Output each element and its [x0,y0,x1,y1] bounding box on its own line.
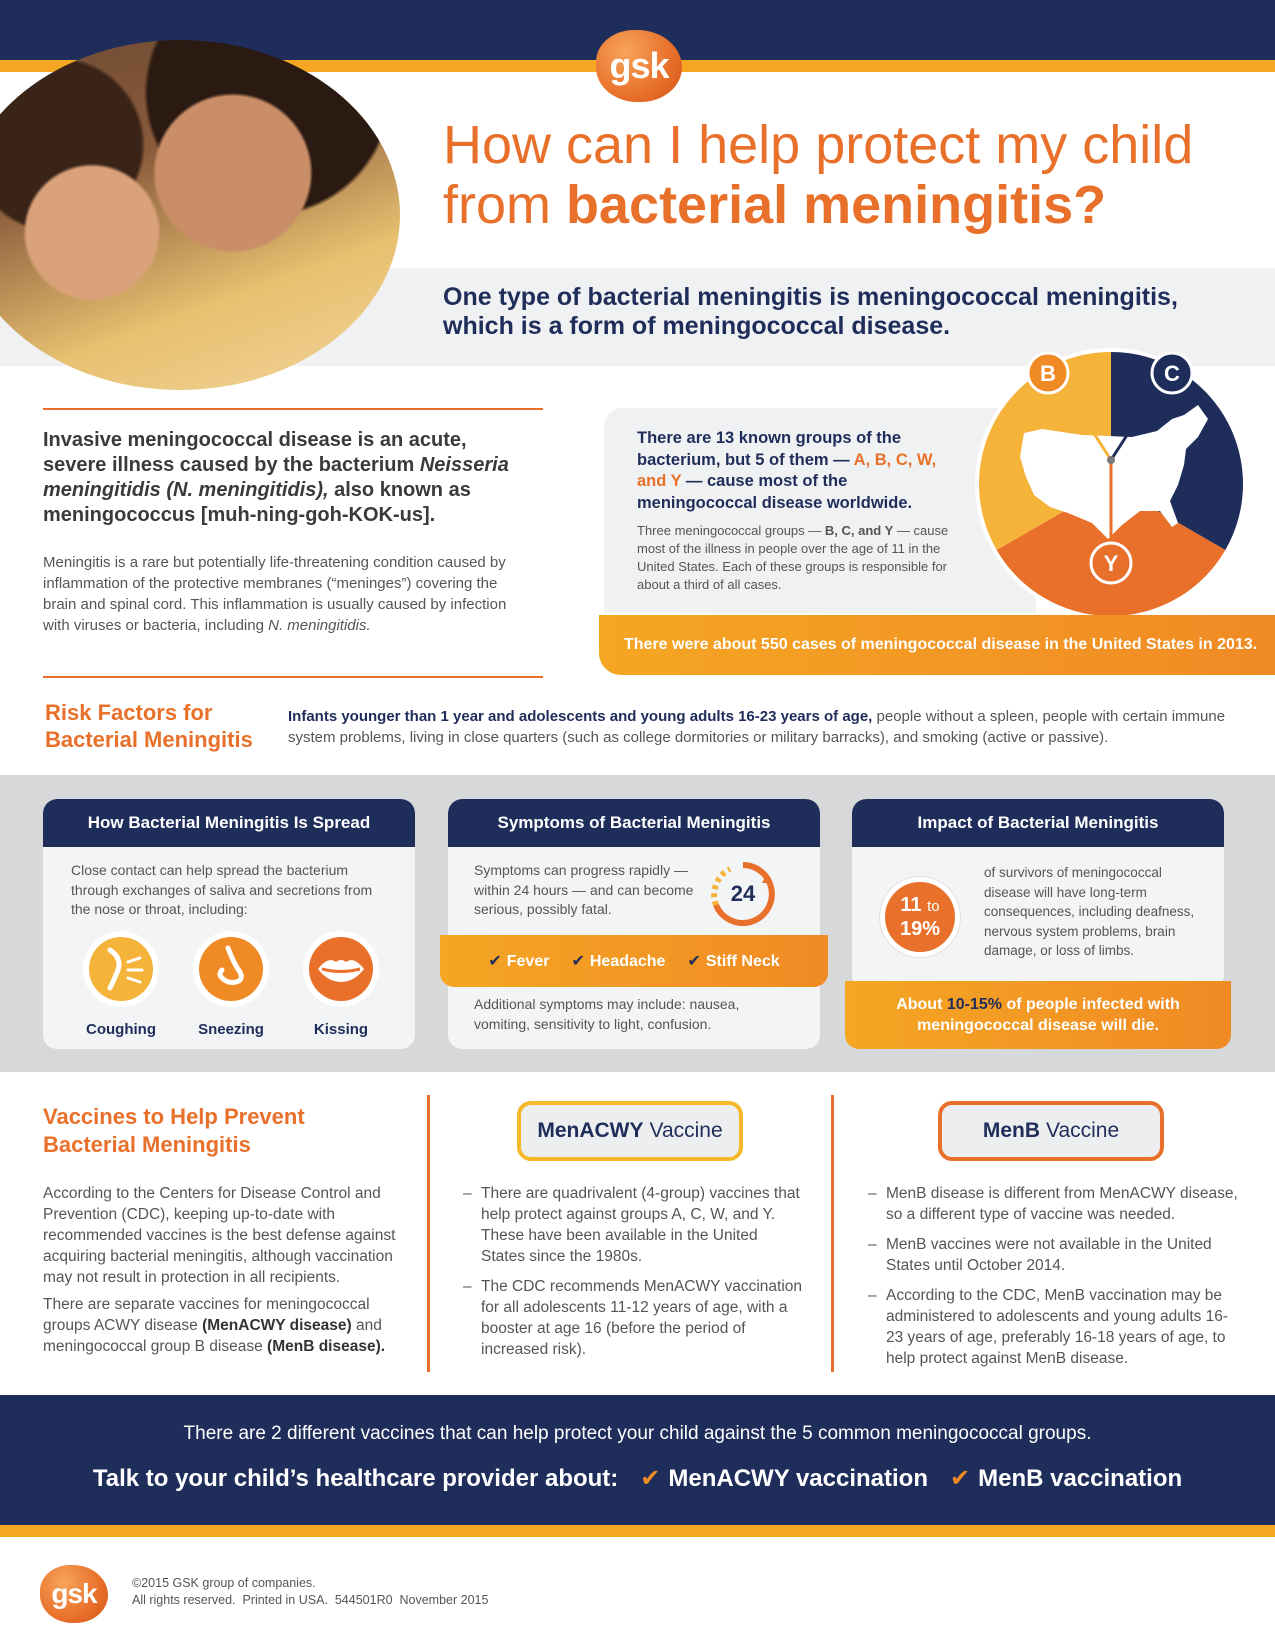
call-to-action-band [0,1395,1275,1525]
symptoms-card-text: Symptoms can progress rapidly — within 24 hours — and can become serious, possibly fatal. [474,862,694,917]
mortality-a: About [896,996,947,1013]
copyright-line-1: ©2015 GSK group of companies. [132,1576,316,1590]
spread-card-text: Close contact can help spread the bacterium through exchanges of saliva and secretions from the nose or throat, including: [71,862,373,917]
menacwy-bullet-1: – There are quadrivalent (4-group) vaccines that help protect against groups A, C, W, and Y. These have been available in the United States since the 1980s. [463,1183,803,1267]
symptom-fever [488,951,549,971]
kissing-item [291,931,391,1038]
groups-bold-b: — cause most of the meningococcal disease worldwide. [637,472,913,512]
coughing-label: Coughing [86,1021,156,1038]
intro-body-text [43,552,533,636]
check-icon: ✔ [640,1465,661,1492]
group-pie-chart [972,345,1250,623]
cta-line-1: There are 2 different vaccines that can help protect your child against the 5 common meningococcal groups. [183,1423,1092,1444]
groups-heading [637,428,937,514]
symptom-headache [571,951,665,971]
risk-rest: people without a spleen, people with certain immune system problems, living in close quarters (such as college dormitories or military barracks), and smoking (active or passive). [288,708,1226,746]
copyright-notice [132,1575,632,1609]
risk-factors-text [288,706,1248,748]
column-divider-2 [831,1095,834,1372]
pie-label-b: B [1040,361,1056,386]
symptom-headache-label: Headache [589,953,666,970]
symptoms-list-bar [440,935,828,987]
symptoms-card [448,799,820,1049]
menb-bullet-1: – MenB disease is different from MenACWY disease, so a different type of vaccine was needed. [868,1183,1238,1225]
menacwy-suffix: Vaccine [649,1119,723,1142]
sneezing-icon [193,931,269,1007]
impact-stat-to: to [927,898,940,915]
impact-card-title: Impact of Bacterial Meningitis [852,799,1224,847]
page-title [443,115,1243,235]
vac-p2-menacwy: (MenACWY disease) [202,1317,352,1334]
symptoms-card-title: Symptoms of Bacterial Meningitis [448,799,820,847]
menacwy-badge [517,1101,743,1161]
cta-option-menb: MenB vaccination [978,1465,1183,1492]
kissing-icon [303,931,379,1007]
symptoms-additional: Additional symptoms may include: nausea, vomiting, sensitivity to light, confusion. [474,996,740,1032]
coughing-icon [83,931,159,1007]
divider-bottom [43,676,543,678]
groups-body-bold: B, C, and Y [824,523,894,538]
menacwy-bullet-2: – The CDC recommends MenACWY vaccination for all adolescents 11-12 years of age, with a booster at age 16 (before the period of increased risk). [463,1276,803,1360]
vaccines-paragraph-1: According to the Centers for Disease Control and Prevention (CDC), keeping up-to-date with recommended vaccines is the best defense against acquiring bacterial meningitis, although vaccination may not result in protection in all recipients. [43,1185,396,1286]
symptom-stiff-neck [687,951,779,971]
menb-name: MenB [982,1119,1040,1142]
bottom-accent-stripe [0,1525,1275,1537]
cta-option-menacwy: MenACWY vaccination [668,1465,928,1492]
spread-card [43,799,415,1049]
menacwy-name: MenACWY [537,1119,644,1142]
impact-card-text: of survivors of meningococcal disease will have long-term consequences, including deafness, nervous system problems, brain damage, or loss of limbs. [984,865,1195,958]
risk-bold: Infants younger than 1 year and adolescents and young adults 16-23 years of age, [288,708,873,725]
coughing-item [71,931,171,1038]
impact-card [852,799,1224,989]
intro-body-a: Meningitis is a rare but potentially life-threatening condition caused by inflammation of the protective membranes (“meninges”) covering the brain and spinal cord. This inflammation is usually caused by infection with viruses or bacteria, including [43,554,507,634]
title-line-2-prefix: from [443,175,567,235]
symptom-fever-label: Fever [506,953,550,970]
sneezing-label: Sneezing [198,1021,264,1038]
vac-p2-menb: (MenB disease). [267,1338,386,1355]
groups-body-a: Three meningococcal groups — [637,523,825,538]
vaccines-paragraph-2 [43,1294,408,1357]
gsk-footer-logo: gsk [40,1565,108,1623]
cta-line-2 [0,1464,1275,1493]
impact-stat-a: 11 [900,894,922,916]
clock-24-icon [708,859,778,929]
intro-bold-b: also known as meningococcus [muh-ning-goh-KOK-us]. [43,479,471,526]
column-divider-1 [427,1095,430,1372]
kissing-label: Kissing [313,1021,369,1038]
check-icon: ✔ [950,1465,971,1492]
check-icon: ✔ [571,953,585,970]
sneezing-item [181,931,281,1038]
menb-bullet-3: – According to the CDC, MenB vaccination may be administered to adolescents and young adults 16-23 years of age, preferably 16-18 years of age, to help protect against MenB disease. [868,1285,1238,1369]
intro-species-name: Neisseria meningitidis (N. meningitidis), [43,454,509,501]
page-subtitle: One type of bacterial meningitis is meningococcal meningitis, which is a form of meningococcal disease. [443,283,1178,340]
spread-card-title: How Bacterial Meningitis Is Spread [43,799,415,847]
menb-badge [938,1101,1164,1161]
symptom-stiff-neck-label: Stiff Neck [705,953,780,970]
groups-body-b: — cause most of the illness in people over the age of 11 in the United States. Each of these groups is responsible for about a third of all cases. [637,523,949,592]
vac-p2-a: There are separate vaccines for meningococcal groups ACWY disease [43,1296,370,1334]
cta-prefix: Talk to your child’s healthcare provider about: [92,1465,619,1492]
copyright-line-2: All rights reserved. Printed in USA. 544501R0 November 2015 [132,1593,489,1607]
mortality-b: of people infected with meningococcal disease will die. [917,996,1180,1034]
groups-body-text [637,522,957,594]
check-icon: ✔ [687,953,701,970]
gsk-logo: gsk [596,30,682,102]
intro-body-italic: N. meningitidis. [268,617,371,634]
pie-label-c: C [1164,361,1180,386]
impact-stat-b: 19% [899,918,941,940]
groups-bold-a: There are 13 known groups of the bacterium, but 5 of them — [637,429,902,469]
menb-suffix: Vaccine [1046,1119,1120,1142]
cases-banner: There were about 550 cases of meningococcal disease in the United States in 2013. [599,615,1275,675]
map-center-dot [1107,456,1115,464]
pie-label-y: Y [1103,551,1119,576]
risk-factors-title: Risk Factors for Bacterial Meningitis [45,700,253,752]
vaccines-title: Vaccines to Help Prevent Bacterial Meningitis [43,1104,305,1157]
check-icon: ✔ [488,953,502,970]
clock-24-label: 24 [730,881,756,906]
impact-stat-badge [880,877,960,957]
menacwy-bullets [463,1183,803,1369]
groups-highlight: A, B, C, W, and Y [637,450,937,490]
mortality-banner [845,981,1231,1049]
vac-p2-mid: and meningococcal group B disease [43,1317,382,1355]
title-line-1: How can I help protect my child [443,115,1194,175]
mortality-highlight: 10-15% [946,996,1003,1013]
intro-bold-a: Invasive meningococcal disease is an acute, severe illness caused by the bacterium [43,429,467,476]
title-line-2-emphasis: bacterial meningitis? [566,175,1107,235]
intro-definition [43,428,533,528]
menb-bullets [868,1183,1238,1378]
divider-top [43,408,543,410]
spread-icons-row [71,931,391,1038]
menb-bullet-2: – MenB vaccines were not available in the United States until October 2014. [868,1234,1238,1276]
